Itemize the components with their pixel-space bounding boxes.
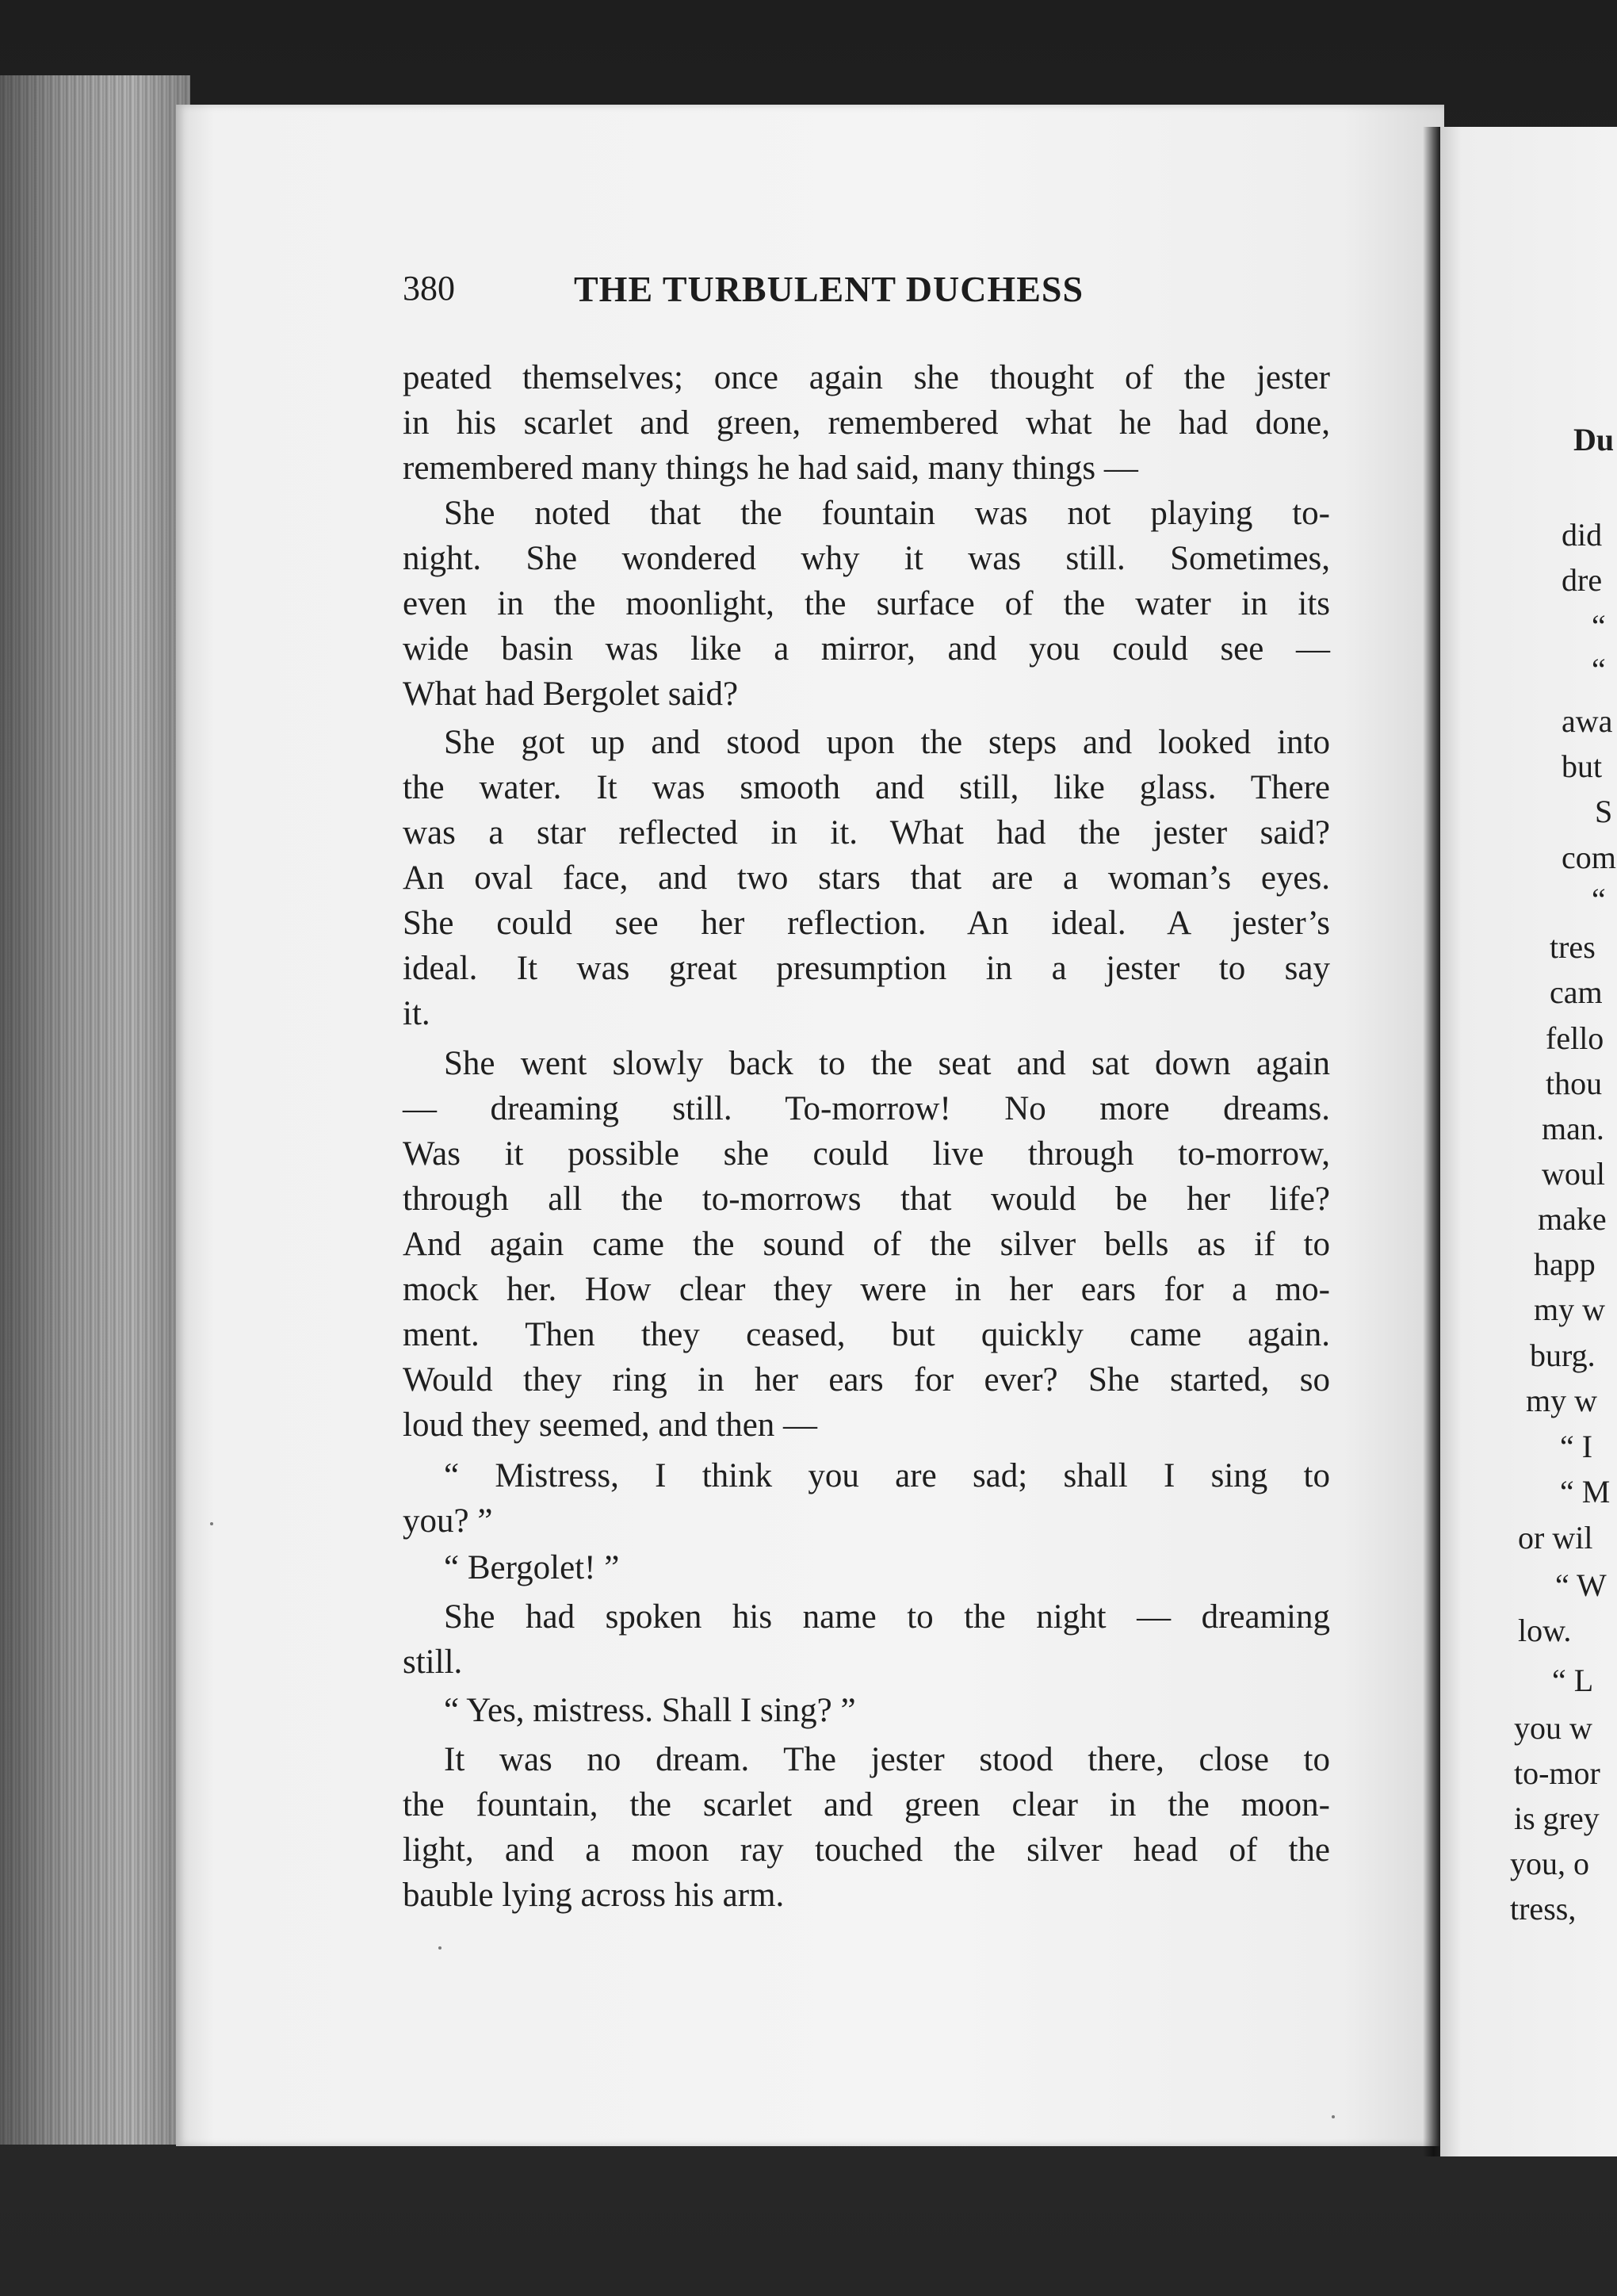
text-line: ment. Then they ceased, but quickly came again. xyxy=(403,1316,1330,1353)
paper-speck xyxy=(1332,2115,1335,2118)
facing-line: my w xyxy=(1526,1383,1597,1418)
text-line: She had spoken his name to the night — dreaming xyxy=(444,1598,1330,1636)
facing-line: happ xyxy=(1534,1246,1596,1282)
text-line: was a star reflected in it. What had the jester said? xyxy=(403,814,1330,851)
facing-line: you, o xyxy=(1510,1846,1589,1881)
text-line: “ Mistress, I think you are sad; shall I sing to xyxy=(444,1457,1330,1494)
paper-speck xyxy=(438,1946,442,1950)
facing-line: “ M xyxy=(1560,1474,1611,1510)
page-number: 380 xyxy=(403,269,455,308)
text-line: She got up and stood upon the steps and looked into xyxy=(444,724,1330,761)
text-line: “ Bergolet! ” xyxy=(444,1549,620,1586)
facing-line: tress, xyxy=(1510,1891,1577,1927)
facing-line: tres xyxy=(1550,929,1596,965)
facing-line: woul xyxy=(1542,1156,1605,1192)
facing-line: com xyxy=(1562,840,1616,875)
text-line: “ Yes, mistress. Shall I sing? ” xyxy=(444,1692,856,1729)
text-line: She went slowly back to the seat and sat down again xyxy=(444,1045,1330,1082)
facing-line: low. xyxy=(1518,1613,1572,1648)
facing-line: cam xyxy=(1550,974,1603,1010)
text-line: wide basin was like a mirror, and you could see — xyxy=(403,630,1330,668)
facing-line: but xyxy=(1562,748,1603,784)
facing-line: dre xyxy=(1562,562,1603,598)
facing-line: awa xyxy=(1562,703,1613,739)
facing-line: did xyxy=(1562,517,1603,553)
facing-line: man. xyxy=(1542,1111,1604,1146)
facing-line: make xyxy=(1538,1201,1607,1237)
text-line: What had Bergolet said? xyxy=(403,675,739,713)
facing-line: “ L xyxy=(1552,1663,1594,1698)
facing-line: is grey xyxy=(1514,1800,1600,1836)
facing-line: my w xyxy=(1534,1292,1605,1327)
facing-line: S xyxy=(1595,794,1613,829)
book-gutter xyxy=(1423,127,1440,2156)
text-line: light, and a moon ray touched the silver head of the xyxy=(403,1831,1330,1869)
text-line: Was it possible she could live through to-morrow, xyxy=(403,1135,1330,1173)
facing-line: “ W xyxy=(1555,1567,1607,1603)
text-line: loud they seemed, and then — xyxy=(403,1406,818,1444)
running-title: THE TURBULENT DUCHESS xyxy=(574,269,1084,309)
text-line: remembered many things he had said, many things — xyxy=(403,450,1138,487)
facing-line: you w xyxy=(1514,1710,1592,1746)
text-line: the fountain, the scarlet and green clear in the moon- xyxy=(403,1786,1330,1823)
text-line: bauble lying across his arm. xyxy=(403,1877,785,1914)
text-line: Would they ring in her ears for ever? She started, so xyxy=(403,1361,1330,1399)
text-line: through all the to-morrows that would be her life? xyxy=(403,1181,1330,1218)
text-line: An oval face, and two stars that are a woman’s eyes. xyxy=(403,859,1330,897)
text-line: night. She wondered why it was still. Sometimes, xyxy=(403,540,1330,577)
text-line: peated themselves; once again she thought of the jester xyxy=(403,359,1330,396)
text-line: It was no dream. The jester stood there, close to xyxy=(444,1741,1330,1778)
facing-line: “ xyxy=(1592,652,1606,687)
text-line: you? ” xyxy=(403,1502,493,1540)
facing-line: burg. xyxy=(1530,1337,1596,1373)
facing-line: Du xyxy=(1573,422,1615,457)
text-line: the water. It was smooth and still, like glass. There xyxy=(403,769,1330,806)
text-line: still. xyxy=(403,1644,463,1681)
facing-line: “ xyxy=(1592,608,1606,644)
facing-line: “ xyxy=(1592,882,1606,917)
text-line: — dreaming still. To-morrow! No more dreams. xyxy=(403,1090,1330,1127)
facing-line: or wil xyxy=(1518,1520,1593,1556)
text-line: And again came the sound of the silver bells as if to xyxy=(403,1226,1330,1263)
text-line: even in the moonlight, the surface of the water in its xyxy=(403,585,1330,622)
facing-line: fello xyxy=(1546,1020,1604,1056)
text-line: in his scarlet and green, remembered what he had done, xyxy=(403,404,1330,442)
facing-line: to-mor xyxy=(1514,1755,1600,1791)
facing-line: thou xyxy=(1546,1066,1603,1101)
text-line: She noted that the fountain was not playing to- xyxy=(444,495,1330,532)
page-block-shadow xyxy=(0,75,190,2145)
text-line: She could see her reflection. An ideal. A jester’s xyxy=(403,905,1330,942)
text-line: ideal. It was great presumption in a jester to say xyxy=(403,950,1330,987)
text-line: it. xyxy=(403,995,430,1032)
text-line: mock her. How clear they were in her ears for a mo- xyxy=(403,1271,1330,1308)
facing-line: “ I xyxy=(1560,1429,1593,1464)
paper-speck xyxy=(210,1522,213,1525)
